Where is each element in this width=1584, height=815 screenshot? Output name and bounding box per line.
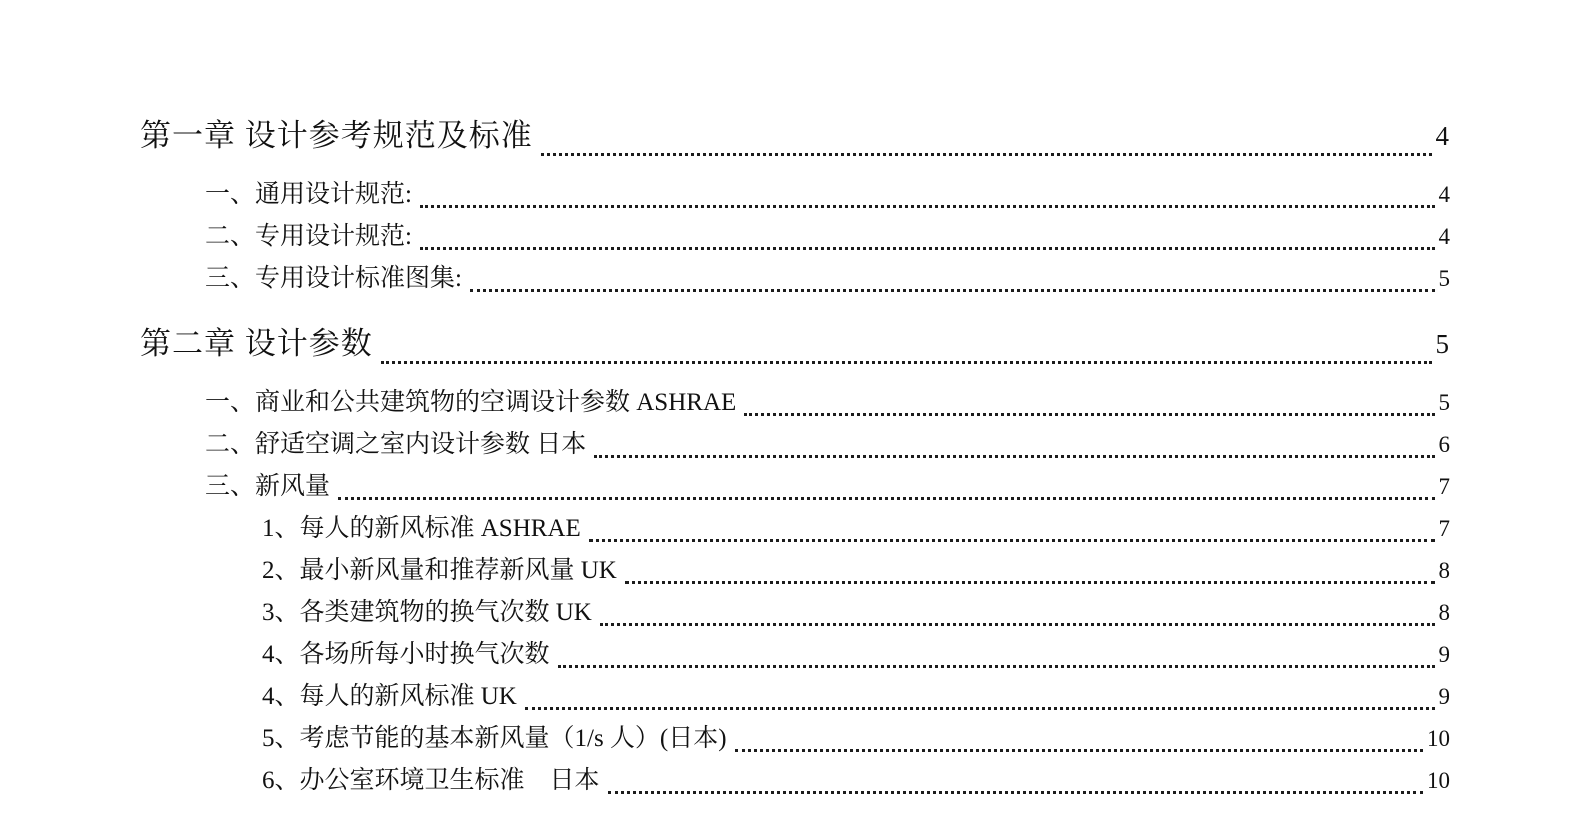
- dot-leader: [600, 623, 1435, 626]
- toc-entry[interactable]: [140, 550, 1450, 592]
- toc-entry-title: 4、各场所每小时换气次数: [262, 641, 550, 668]
- toc-entry-title: 二、专用设计规范:: [205, 223, 412, 250]
- dot-leader: [744, 413, 1434, 416]
- toc-entry-title: 6、办公室环境卫生标准 日本: [262, 767, 600, 794]
- toc-entry[interactable]: [140, 508, 1450, 550]
- dot-leader: [735, 749, 1423, 752]
- toc-entry-title: 第二章 设计参数: [140, 326, 373, 361]
- dot-leader: [420, 247, 1435, 250]
- toc-entry-title: 5、考虑节能的基本新风量（1/s 人）(日本): [262, 725, 727, 752]
- toc-entry-title: 2、最小新风量和推荐新风量 UK: [262, 557, 617, 584]
- toc-entry[interactable]: [140, 634, 1450, 676]
- dot-leader: [470, 289, 1435, 292]
- toc-entry[interactable]: [140, 424, 1450, 466]
- toc-page-number: 7: [1438, 516, 1450, 541]
- dot-leader: [594, 455, 1434, 458]
- dot-leader: [525, 707, 1435, 710]
- toc-entry-title: 第一章 设计参考规范及标准: [140, 118, 533, 153]
- toc-entry-title: 一、通用设计规范:: [205, 181, 412, 208]
- toc-entry[interactable]: [140, 216, 1450, 258]
- toc-page-number: 5: [1435, 329, 1450, 359]
- toc-entry[interactable]: [140, 174, 1450, 216]
- toc-page-number: 5: [1438, 390, 1450, 415]
- toc-page-number: 9: [1438, 642, 1450, 667]
- toc-entry[interactable]: [140, 258, 1450, 300]
- toc-page-number: 7: [1438, 474, 1450, 499]
- toc-page-number: 4: [1438, 224, 1450, 249]
- toc-page-number: 4: [1438, 182, 1450, 207]
- dot-leader: [420, 205, 1435, 208]
- toc-page-number: 10: [1427, 768, 1450, 793]
- toc-entry-title: 三、专用设计标准图集:: [205, 265, 462, 292]
- dot-leader: [608, 791, 1423, 794]
- toc-page-number: 6: [1438, 432, 1450, 457]
- toc-entry-title: 三、新风量: [205, 473, 331, 500]
- toc-page-number: 5: [1438, 266, 1450, 291]
- toc-page-number: 8: [1438, 558, 1450, 583]
- toc-entry[interactable]: [140, 592, 1450, 634]
- toc-page-number: 10: [1427, 726, 1450, 751]
- toc-entry-title: 3、各类建筑物的换气次数 UK: [262, 599, 592, 626]
- toc-entry-title: 二、舒适空调之室内设计参数 日本: [205, 431, 587, 458]
- dot-leader: [558, 665, 1435, 668]
- toc-entry-title: 一、商业和公共建筑物的空调设计参数 ASHRAE: [205, 389, 737, 416]
- toc-page-number: 8: [1438, 600, 1450, 625]
- dot-leader: [381, 361, 1432, 364]
- toc-entry[interactable]: [140, 466, 1450, 508]
- toc-entry[interactable]: [140, 760, 1450, 802]
- toc-entry-title: 1、每人的新风标准 ASHRAE: [262, 515, 581, 542]
- dot-leader: [541, 153, 1432, 156]
- toc-page-number: 9: [1438, 684, 1450, 709]
- dot-leader: [338, 497, 1434, 500]
- toc-entry[interactable]: [140, 314, 1450, 374]
- toc-entry[interactable]: [140, 718, 1450, 760]
- toc: [140, 106, 1450, 802]
- toc-entry[interactable]: [140, 676, 1450, 718]
- toc-page-number: 4: [1435, 121, 1450, 151]
- toc-entry[interactable]: [140, 382, 1450, 424]
- toc-entry[interactable]: [140, 106, 1450, 166]
- dot-leader: [625, 581, 1435, 584]
- dot-leader: [589, 539, 1435, 542]
- toc-entry-title: 4、每人的新风标准 UK: [262, 683, 517, 710]
